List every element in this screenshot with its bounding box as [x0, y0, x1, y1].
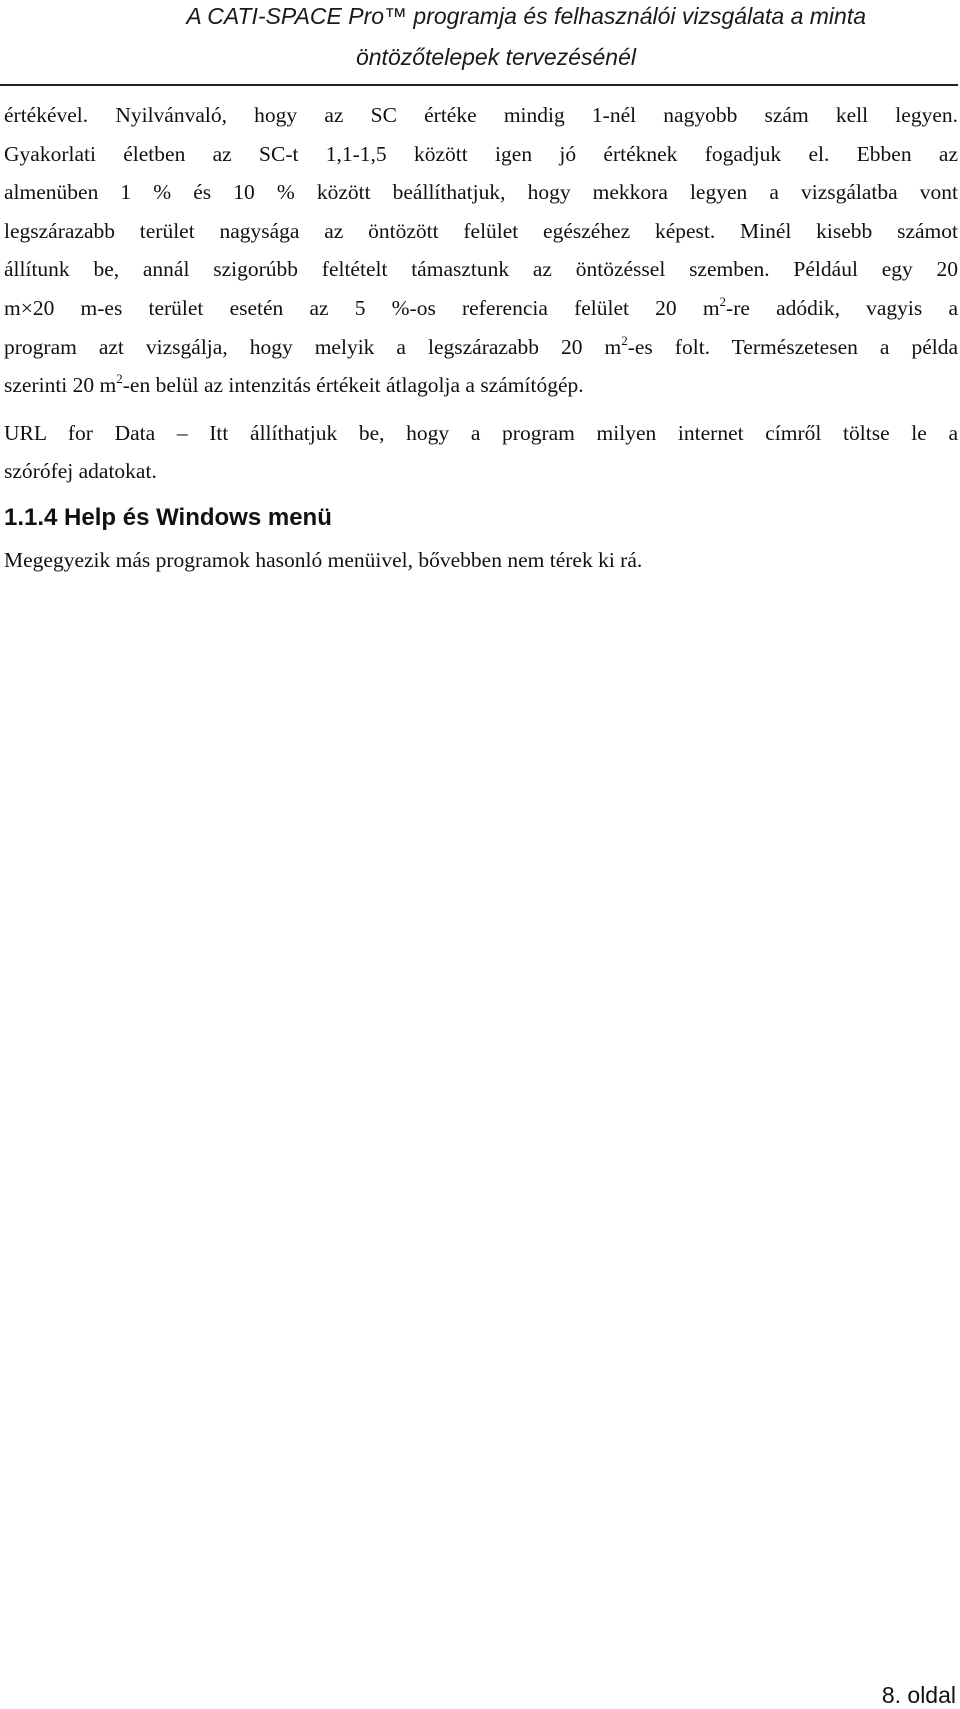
paragraph-spacer: [4, 405, 958, 414]
superscript: 2: [719, 293, 727, 309]
text-line: almenüben 1 % és 10 % között beállíthatjuk, hogy mekkora legyen a vizsgálatba vont: [4, 180, 958, 205]
paragraph-help-windows: [4, 541, 958, 580]
text-segment: -re adódik, vagyis a: [726, 295, 958, 320]
section-heading: 1.1.4 Help és Windows menü: [4, 503, 332, 531]
paragraph-sc-settings: [4, 96, 958, 405]
text-line: [4, 328, 958, 367]
header-title-line-1: A CATI-SPACE Pro™ programja és felhasználói vizsgálata a minta: [186, 3, 866, 29]
text-line: [4, 366, 958, 405]
text-line: szórófej adatokat.: [4, 459, 157, 484]
text-line: Megegyezik más programok hasonló menüivel, bővebben nem térek ki rá.: [4, 547, 643, 572]
text-line: értékével. Nyilvánvaló, hogy az SC értéke mindig 1-nél nagyobb szám kell legyen.: [4, 103, 958, 127]
superscript: 2: [116, 371, 123, 387]
header-divider: [0, 84, 958, 86]
text-line: [4, 289, 958, 328]
page-body: [4, 96, 958, 580]
superscript: 2: [621, 332, 628, 348]
header-title-line-2: öntözőtelepek tervezésénél: [355, 44, 636, 70]
text-segment: szerinti 20 m: [4, 373, 117, 398]
text-segment: -en belül az intenzitás értékeit átlagolja a számítógép.: [122, 373, 584, 398]
page-number: 8. oldal: [881, 1682, 956, 1708]
page-header: [0, 0, 960, 88]
text-line: legszárazabb terület nagysága az öntözött felület egészéhez képest. Minél kisebb számot: [4, 218, 958, 243]
paragraph-url-for-data: [4, 414, 958, 491]
text-line: Gyakorlati életben az SC-t 1,1-1,5 között igen jó értéknek fogadjuk el. Ebben az: [4, 141, 958, 166]
text-segment: -es folt. Természetesen a példa: [627, 334, 959, 359]
text-line: állítunk be, annál szigorúbb feltételt támasztunk az öntözéssel szemben. Például egy 20: [4, 257, 958, 282]
text-line: URL for Data – Itt állíthatjuk be, hogy a program milyen internet címről töltse le a: [4, 420, 958, 445]
text-segment: program azt vizsgálja, hogy melyik a legszárazabb 20 m: [4, 334, 622, 359]
text-segment: m×20 m-es terület esetén az 5 %-os referencia felület 20 m: [4, 295, 720, 320]
